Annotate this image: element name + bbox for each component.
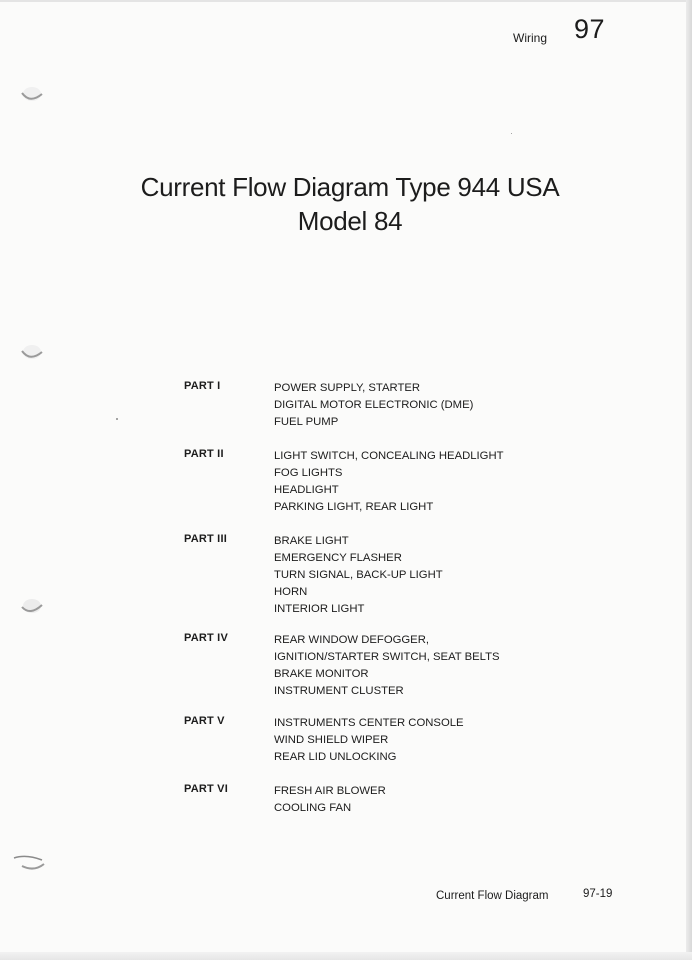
part-label: PART II xyxy=(184,448,224,460)
part-item: PARKING LIGHT, REAR LIGHT xyxy=(274,501,434,513)
part-item: EMERGENCY FLASHER xyxy=(274,552,402,564)
part-item: WIND SHIELD WIPER xyxy=(274,734,389,746)
scan-speck xyxy=(511,133,512,134)
part-item: REAR WINDOW DEFOGGER, xyxy=(274,634,430,646)
part-item: HORN xyxy=(274,586,308,598)
part-label: PART V xyxy=(184,715,225,727)
punch-hole-1 xyxy=(18,84,44,104)
part-items xyxy=(274,783,386,817)
part-item: IGNITION/STARTER SWITCH, SEAT BELTS xyxy=(274,651,500,663)
part-item: INTERIOR LIGHT xyxy=(274,603,365,615)
part-label: PART VI xyxy=(184,783,228,795)
part-item: FUEL PUMP xyxy=(274,416,339,428)
part-items xyxy=(274,632,500,700)
footer-page-ref: 97-19 xyxy=(583,888,613,900)
page-bottom-edge xyxy=(0,952,692,960)
part-item: BRAKE MONITOR xyxy=(274,668,369,680)
header-page-number: 97 xyxy=(574,14,606,44)
part-item: LIGHT SWITCH, CONCEALING HEADLIGHT xyxy=(274,450,504,462)
part-label: PART III xyxy=(184,533,227,545)
part-items xyxy=(274,448,504,516)
part-label: PART IV xyxy=(184,632,228,644)
scan-speck xyxy=(116,418,118,420)
footer-title: Current Flow Diagram xyxy=(436,890,549,902)
page-top-edge xyxy=(0,0,692,2)
punch-hole-4 xyxy=(12,852,46,872)
header-section-title: Wiring xyxy=(513,31,548,45)
page-right-edge xyxy=(686,0,692,960)
title-line-1: Current Flow Diagram Type 944 USA xyxy=(140,172,560,202)
part-items xyxy=(274,380,473,431)
part-items xyxy=(274,715,464,766)
part-item: BRAKE LIGHT xyxy=(274,535,349,547)
part-items xyxy=(274,533,443,618)
part-label: PART I xyxy=(184,380,221,392)
punch-hole-3 xyxy=(18,596,44,616)
part-item: HEADLIGHT xyxy=(274,484,339,496)
title-line-2: Model 84 xyxy=(297,206,403,236)
punch-hole-2 xyxy=(18,342,44,362)
part-item: DIGITAL MOTOR ELECTRONIC (DME) xyxy=(274,399,474,411)
part-item: TURN SIGNAL, BACK-UP LIGHT xyxy=(274,569,443,581)
part-item: REAR LID UNLOCKING xyxy=(274,751,397,763)
part-item: POWER SUPPLY, STARTER xyxy=(274,382,421,394)
part-item: FOG LIGHTS xyxy=(274,467,343,479)
part-item: INSTRUMENTS CENTER CONSOLE xyxy=(274,717,464,729)
part-item: COOLING FAN xyxy=(274,802,352,814)
part-item: FRESH AIR BLOWER xyxy=(274,785,386,797)
part-item: INSTRUMENT CLUSTER xyxy=(274,685,404,697)
page-title xyxy=(0,170,692,238)
